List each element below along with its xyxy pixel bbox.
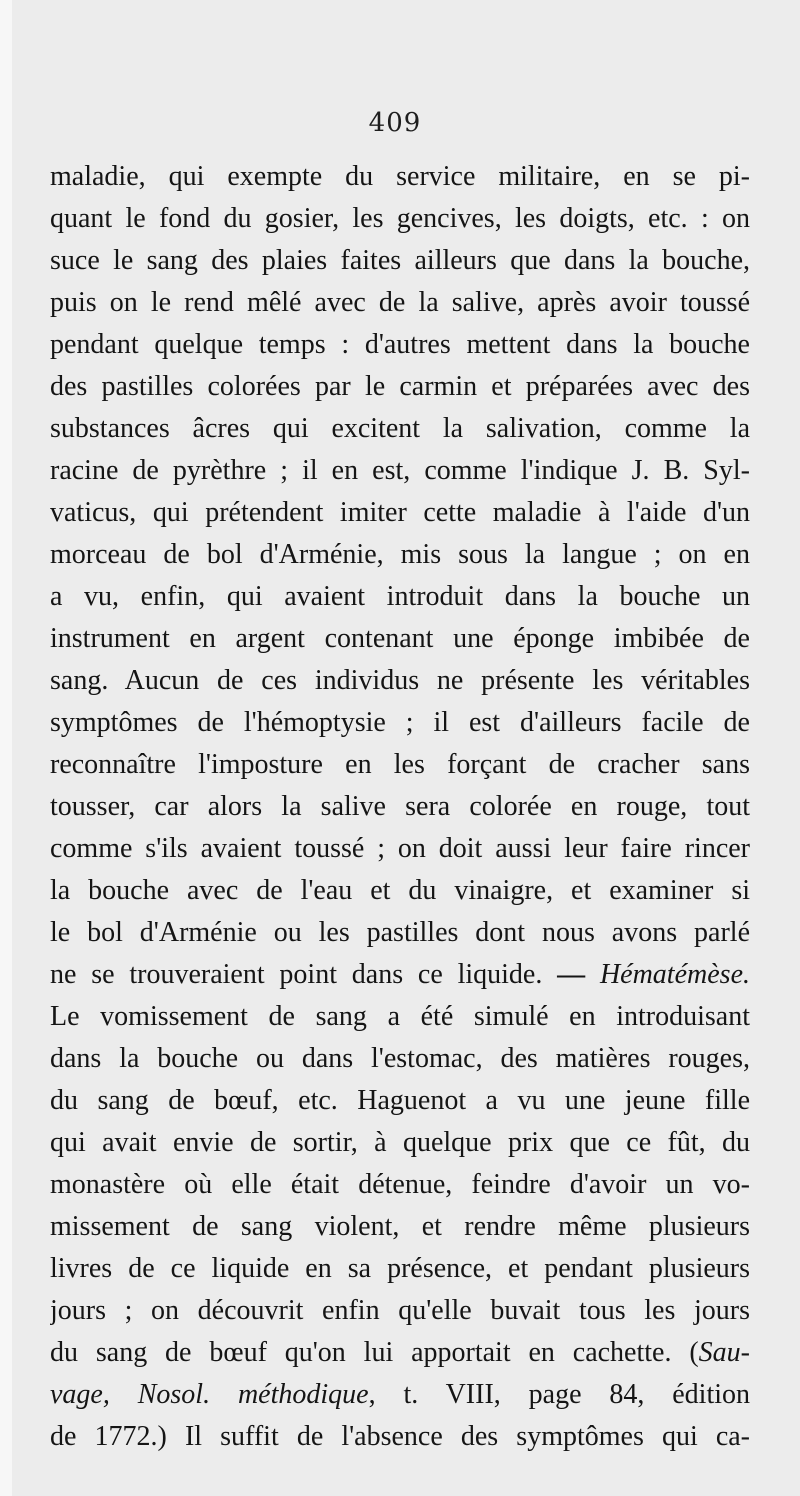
body-text: [50, 156, 750, 1458]
text-line: pendant quelque temps : d'autres mettent dans la bouche: [50, 329, 750, 360]
text-line: substances âcres qui excitent la salivation, comme la: [50, 413, 750, 444]
text-line: quant le fond du gosier, les gencives, les doigts, etc. : on: [50, 203, 750, 234]
text-line: la bouche avec de l'eau et du vinaigre, et examiner si: [50, 875, 750, 906]
text-line: sang. Aucun de ces individus ne présente les véritables: [50, 665, 750, 696]
em-dash: —: [557, 959, 586, 990]
text-line: comme s'ils avaient toussé ; on doit aussi leur faire rincer: [50, 833, 750, 864]
line-text-before: du sang de bœuf qu'on lui apportait en cachette. (: [50, 1337, 699, 1368]
text-line: qui avait envie de sortir, à quelque prix que ce fût, du: [50, 1127, 750, 1158]
text-line: racine de pyrèthre ; il en est, comme l'indique J. B. Syl-: [50, 455, 750, 486]
text-line: le bol d'Arménie ou les pastilles dont nous avons parlé: [50, 917, 750, 948]
text-line: livres de ce liquide en sa présence, et pendant plusieurs: [50, 1253, 750, 1284]
text-line: dans la bouche ou dans l'estomac, des matières rouges,: [50, 1043, 750, 1074]
text-line: puis on le rend mêlé avec de la salive, après avoir toussé: [50, 287, 750, 318]
text-line-sauvage: [50, 1332, 750, 1374]
page-number: 409: [368, 108, 422, 138]
section-heading-hematemese: Hématémèse.: [585, 959, 750, 990]
text-line: morceau de bol d'Arménie, mis sous la langue ; on en: [50, 539, 750, 570]
text-line: symptômes de l'hémoptysie ; il est d'ailleurs facile de: [50, 707, 750, 738]
text-line: Le vomissement de sang a été simulé en introduisant: [50, 1001, 750, 1032]
text-line: du sang de bœuf, etc. Haguenot a vu une jeune fille: [50, 1085, 750, 1116]
text-line: jours ; on découvrit enfin qu'elle buvait tous les jours: [50, 1295, 750, 1326]
citation-details: , t. VIII, page 84, édition: [368, 1379, 750, 1410]
text-line: de 1772.) Il suffit de l'absence des symptômes qui ca-: [50, 1421, 750, 1452]
text-line: tousser, car alors la salive sera colorée en rouge, tout: [50, 791, 750, 822]
text-line: monastère où elle était détenue, feindre d'avoir un vo-: [50, 1169, 750, 1200]
text-line: des pastilles colorées par le carmin et préparées avec des: [50, 371, 750, 402]
text-line-hematemese: [50, 954, 750, 996]
text-line: missement de sang violent, et rendre même plusieurs: [50, 1211, 750, 1242]
citation-author: Sau-: [698, 1337, 750, 1368]
text-line: a vu, enfin, qui avaient introduit dans la bouche un: [50, 581, 750, 612]
text-line: instrument en argent contenant une éponge imbibée de: [50, 623, 750, 654]
text-line-nosol: [50, 1374, 750, 1416]
line-text-before: ne se trouveraient point dans ce liquide.: [50, 959, 558, 990]
text-line: reconnaître l'imposture en les forçant de cracher sans: [50, 749, 750, 780]
text-line: vaticus, qui prétendent imiter cette maladie à l'aide d'un: [50, 497, 750, 528]
text-line: maladie, qui exempte du service militaire, en se pi-: [50, 161, 750, 192]
text-line: suce le sang des plaies faites ailleurs que dans la bouche,: [50, 245, 750, 276]
page-margin-strip: [0, 0, 12, 1496]
citation-title: vage, Nosol. méthodique: [50, 1379, 369, 1410]
